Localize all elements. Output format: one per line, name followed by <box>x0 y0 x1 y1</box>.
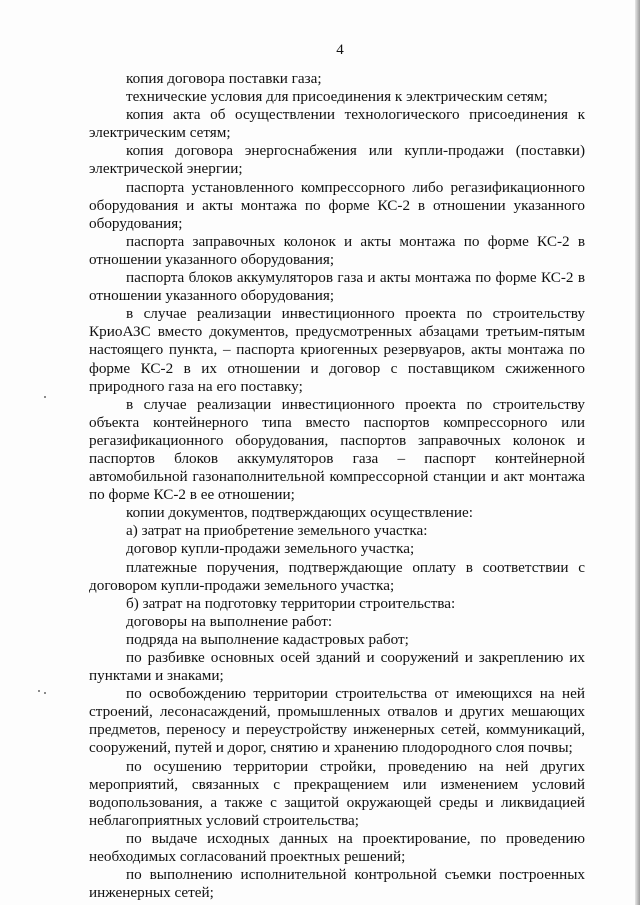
paragraph: копия акта об осуществлении технологического присоединения к электрическим сетям; <box>89 106 585 142</box>
paragraph: по освобождению территории строительства от имеющихся на ней строений, лесонасаждений, промышленных отвалов и других мешающих предметов, переносу и переустройству инженерных сетей, коммуникаций, сооружений, путей и дорог, снятию и хранению плодородного слоя почвы; <box>89 685 585 757</box>
scan-edge <box>635 0 640 905</box>
scan-speck <box>44 396 46 398</box>
paragraph: б) затрат на подготовку территории строительства: <box>126 594 456 612</box>
paragraph: копия договора энергоснабжения или купли-продажи (поставки) электрической энергии; <box>89 142 585 178</box>
scan-speck <box>38 690 40 692</box>
paragraph: технические условия для присоединения к электрическим сетям; <box>126 88 548 106</box>
paragraph: по разбивке основных осей зданий и сооружений и закреплению их пунктами и знаками; <box>89 649 585 685</box>
paragraph: а) затрат на приобретение земельного участка: <box>126 522 428 540</box>
paragraph: в случае реализации инвестиционного проекта по строительству объекта контейнерного типа вместо паспортов компрессорного или регазификационного оборудования, паспортов заправочных колонок и паспортов блоков аккумуляторов газа – паспорт контейнерной автомобильной газонаполнительной компрессорной станции и акт монтажа по форме КС-2 в ее отношении; <box>89 395 585 504</box>
paragraph: паспорта установленного компрессорного либо регазификационного оборудования и акты монтажа по форме КС-2 в отношении указанного оборудования; <box>89 178 585 232</box>
paragraph: в случае реализации инвестиционного проекта по строительству КриоАЗС вместо документов, предусмотренных абзацами третьим-пятым настоящего пункта, – паспорта криогенных резервуаров, акты монтажа по форме КС-2 в их отношении и договор с поставщиком сжиженного природного газа на его поставку; <box>89 305 585 395</box>
page-number: 4 <box>336 42 344 58</box>
paragraph: паспорта блоков аккумуляторов газа и акты монтажа по форме КС-2 в отношении указанного оборудования; <box>89 269 585 305</box>
paragraph: по выдаче исходных данных на проектирование, по проведению необходимых согласований проектных решений; <box>89 829 585 866</box>
paragraph: подряда на выполнение кадастровых работ; <box>126 630 409 648</box>
paragraph: копия договора поставки газа; <box>126 70 322 87</box>
scan-speck <box>44 692 46 694</box>
paragraph: копии документов, подтверждающих осуществление: <box>126 504 473 522</box>
paragraph: по выполнению исполнительной контрольной съемки построенных инженерных сетей; <box>89 866 585 902</box>
paragraph: договор купли-продажи земельного участка; <box>126 540 415 558</box>
paragraph: паспорта заправочных колонок и акты монтажа по форме КС-2 в отношении указанного оборудования; <box>89 232 585 268</box>
paragraph: по осушению территории стройки, проведению на ней других мероприятий, связанных с прекращением или изменением условий водопользования, а также с защитой окружающей среды и ликвидацией неблагоприятных условий строительства; <box>89 757 585 829</box>
document-body <box>89 70 585 902</box>
paragraph: платежные поручения, подтверждающие оплату в соответствии с договором купли-продажи земельного участка; <box>89 558 585 594</box>
paragraph: договоры на выполнение работ: <box>126 612 333 630</box>
